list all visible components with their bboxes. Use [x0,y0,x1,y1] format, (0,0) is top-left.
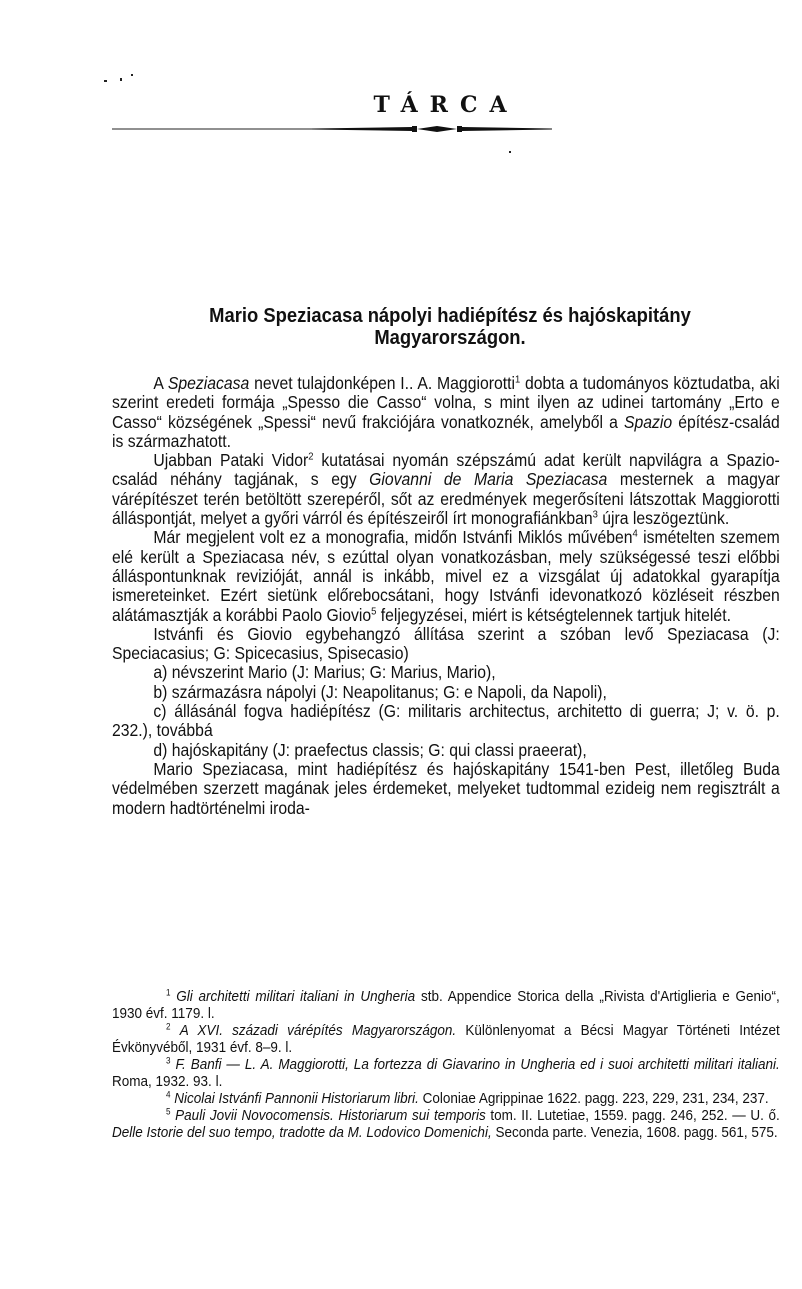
text: Már megjelent volt ez a monografia, midőn Istvánfi Miklós művében [153,527,633,548]
scan-speck [131,74,133,76]
text: A [153,373,168,393]
footnotes [112,988,780,1141]
text: Különlenyomat a Bécsi Magyar Történeti Intézet Évkönyvéből, 1931 évf. 8–9. l. [112,1022,780,1056]
italic-text: Gli architetti militari italiani in Ungheria [176,988,416,1005]
footnote-3 [112,1056,780,1090]
italic-text: Delle Istorie del suo tempo, tradotte da M. Lodovico Domenichi, [112,1124,492,1141]
italic-text: Pauli Jovii Novocomensis. Historiarum sui temporis [175,1107,486,1124]
italic-text: Giovanni de Maria Speziacasa [369,469,608,490]
italic-text: Spazio [623,411,673,432]
text: nevet tulajdonképen I.. A. Maggiorotti [249,373,515,393]
text: ismételten szemem elé került a Speziacasa név, s ezúttal olyan vonatkozásban, mely szükségessé teszi előbbi álláspontunknak revizióját, annál is inkább, mivel ez a vizsgálat új adatokkal gyarapítja ismereteinket. Ezért sietünk előrebocsátani, hogy Istvánfi idevonatkozó közléseit részben alátámasztják a korábbi Paolo Giovio [112,527,780,625]
footnote-4 [112,1090,780,1107]
text: Coloniae Agrippinae 1622. pagg. 223, 229, 231, 234, 237. [418,1090,769,1107]
text: mesternek a magyar várépítészet terén betöltött szerepéről, sőt az eredmények megerősíteni látszottak Maggiorotti álláspontját, melyet a győri várról és építészeiről írt monografiánkban [112,469,780,529]
footnote-2 [112,1022,780,1056]
list-item-a: a) névszerint Mario (J: Marius; G: Marius, Mario), [153,662,496,683]
footnote-5 [112,1107,780,1141]
footnote-number: 2 [166,1021,171,1032]
text: Roma, 1932. 93. l. [112,1073,223,1090]
scan-speck [120,78,122,81]
list-item-b: b) származásra nápolyi (J: Neapolitanus; G: e Napoli, da Napoli), [153,681,607,702]
text: újra leszögeztünk. [597,508,730,529]
text: dobta a tudományos köztudatba, aki szerint eredeti formája „Spesso die Casso“ volna, s mint ilyen az udinei tartomány „Erto e Casso“ községének „Spessi“ nevű frakciójára vonatkoznék, amelyből a [112,373,780,432]
italic-text: A XVI. századi várépítés Magyarországon. [179,1022,457,1039]
paragraph-1 [112,374,780,451]
scan-speck [509,151,511,153]
text: stb. Appendice Storica della „Rivista d'Artiglieria e Genio“, 1930 évf. 1179. l. [112,988,780,1022]
text: feljegyzései, miért is kétségtelennek tartjuk hitelét. [376,604,731,625]
article-title-line2: Magyarországon. [374,327,526,349]
footnote-ref-3: 3 [592,508,598,521]
scan-speck [104,80,107,82]
article-title [137,305,763,349]
footnote-ref-2: 2 [308,450,314,463]
article-title-line1: Mario Speziacasa nápolyi hadiépítész és hajóskapitány [209,305,691,327]
paragraph-4: Istvánfi és Giovio egybehangzó állítása szerint a szóban levő Speziacasa (J: Speciacasius; G: Spicecasius, Spisecasio) [112,623,780,664]
paragraph-5: Mario Speziacasa, mint hadiépítész és hajóskapitány 1541-ben Pest, illetőleg Buda védelmében szerzett magának jeles érdemeket, melyeket tudtommal ezideig nem regisztrált a modern hadtörténelmi iroda- [112,758,780,818]
footnote-ref-4: 4 [632,528,638,541]
footnote-number: 5 [166,1106,171,1117]
footnote-number: 3 [166,1055,171,1066]
italic-text: Speziacasa [167,373,250,393]
text: építész-család is származhatott. [112,411,780,451]
text: tom. II. Lutetiae, 1559. pagg. 246, 252. — U. ő. [485,1107,780,1124]
ornamental-rule [112,125,552,133]
list-item-d: d) hajóskapitány (J: praefectus classis; G: qui classi praeerat), [153,739,587,760]
italic-text: Nicolai Istvánfi Pannonii Historiarum libri. [174,1090,419,1107]
paragraph-2 [112,451,780,528]
list-item-c: c) állásánál fogva hadiépítész (G: militaris architectus, architetto di guerra; J; v. ö. p. 232.), továbbá [112,701,780,741]
footnote-number: 1 [166,987,171,998]
article-body [112,374,780,818]
text: kutatásai nyomán szépszámú adat került napvilágra a Spazio-család néhány tagjának, s egy [112,450,780,490]
text: Seconda parte. Venezia, 1608. pagg. 561, 575. [491,1124,778,1141]
paragraph-3 [112,528,780,624]
footnote-ref-1: 1 [514,373,521,386]
italic-text: F. Banfi — L. A. Maggiorotti, La fortezza di Giavarino in Ungheria ed i suoi architetti militari italiani. [175,1056,780,1073]
footnote-number: 4 [166,1089,171,1100]
footnote-ref-5: 5 [371,605,377,618]
text: Ujabban Pataki Vidor [153,450,309,471]
footnote-1 [112,988,780,1022]
section-title: TÁRCA [373,92,519,118]
